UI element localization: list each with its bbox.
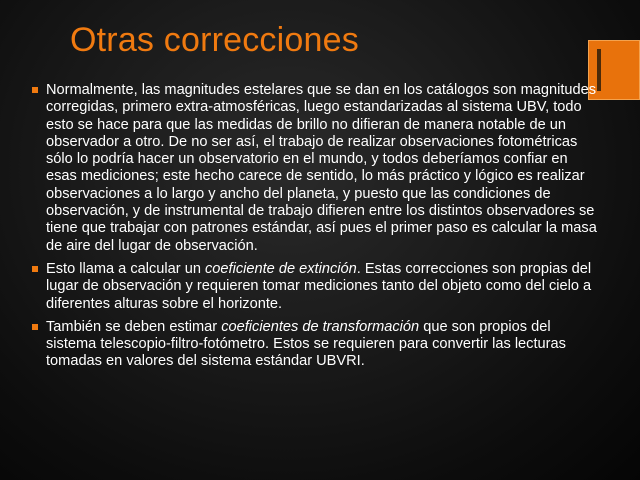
slide-title: Otras correcciones bbox=[70, 21, 359, 59]
bullet-text: Normalmente, las magnitudes estelares que se dan en los catálogos son magnitudes corregidas, primero extra-atmosféricas, luego estandarizadas al sistema UBV, todo esto se hace para que las medidas de brillo no difieran de manera notable de un observador a otro. De no ser así, el trabajo de realizar observaciones fotométricas sólo lo podría hacer un observatorio en el mundo, y todos deberíamos confiar en esas mediciones; este hecho carece de sentido, lo más práctico y lógico es realizar observaciones a lo largo y ancho del planeta, y puesto que las condiciones de observación, y de instrumental de trabajo difieren entre los distintos observadores se tiene que trabajar con patrones estándar, así pues el primer paso es calcular la masa de aire del lugar de observación. bbox=[46, 82, 597, 254]
emphasis-term: coeficientes de transformación bbox=[221, 318, 420, 335]
bullet-item bbox=[32, 82, 600, 255]
bullet-marker-icon bbox=[32, 87, 38, 93]
bullet-marker-icon bbox=[32, 266, 38, 272]
bullet-item bbox=[32, 319, 600, 371]
emphasis-term: coeficiente de extinción bbox=[205, 260, 357, 277]
bullet-text: También se deben estimar coeficientes de transformación que son propios del sistema telescopio-filtro-fotómetro. Estos se requieren para convertir las lecturas tomadas en valores del sistema estándar UBVRI. bbox=[46, 318, 566, 370]
bullet-marker-icon bbox=[32, 324, 38, 330]
bullet-text: Esto llama a calcular un coeficiente de extinción. Estas correcciones son propias del lugar de observación y requieren tomar mediciones tanto del objeto como del cielo a diferentes alturas sobre el horizonte. bbox=[46, 260, 592, 312]
bullet-item bbox=[32, 261, 600, 313]
slide-body bbox=[32, 82, 600, 377]
